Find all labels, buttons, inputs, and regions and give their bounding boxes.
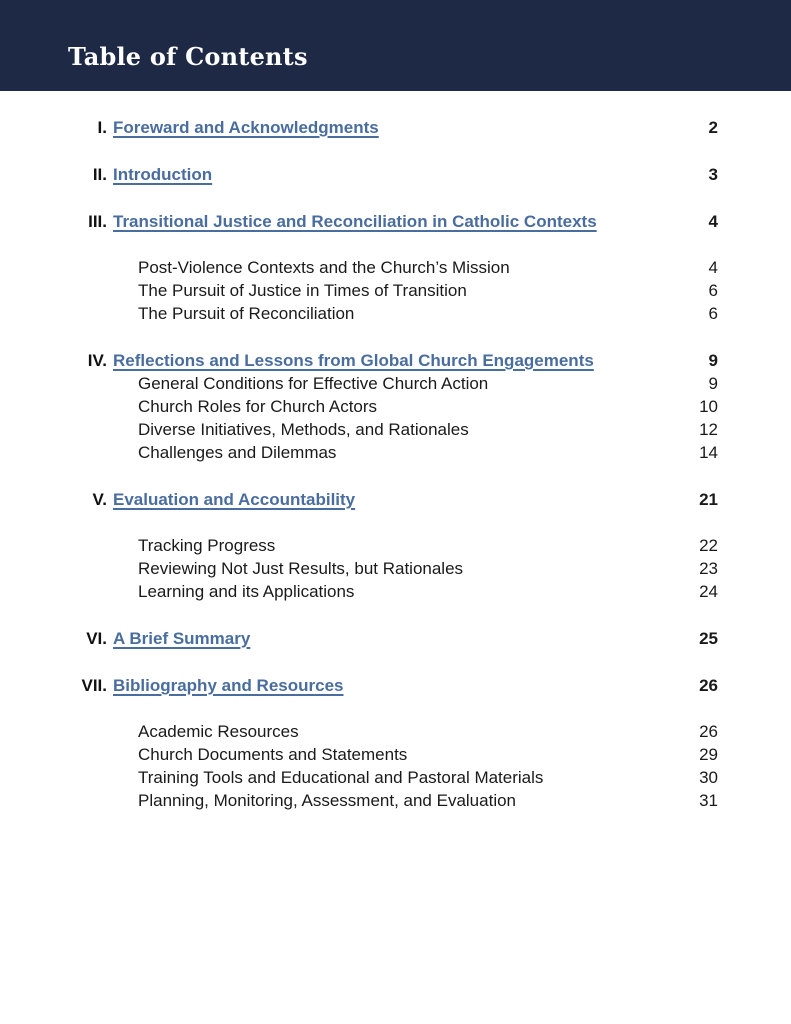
toc-subentry — [0, 418, 718, 441]
toc-page-number: 29 — [699, 745, 718, 764]
toc-page-number: 14 — [699, 443, 718, 462]
toc-page-number: 6 — [708, 281, 718, 300]
toc-subentry-title: Learning and its Applications — [138, 582, 355, 601]
toc-link-reflections[interactable]: Reflections and Lessons from Global Church Engagements — [113, 351, 594, 370]
toc-subentry-title: Church Roles for Church Actors — [138, 397, 378, 416]
toc-list — [0, 91, 791, 812]
toc-numeral: III. — [88, 212, 107, 231]
toc-page-number: 6 — [708, 304, 718, 323]
toc-entry-introduction — [0, 163, 718, 186]
toc-link-foreward[interactable]: Foreward and Acknowledgments — [113, 118, 379, 137]
toc-subentry-title: The Pursuit of Justice in Times of Transition — [138, 281, 467, 300]
toc-numeral: VI. — [86, 629, 107, 648]
toc-page-number: 24 — [699, 582, 718, 601]
toc-link-introduction[interactable]: Introduction — [113, 165, 213, 184]
toc-entry-bibliography — [0, 674, 718, 697]
toc-subentry — [0, 580, 718, 603]
toc-page-number: 10 — [699, 397, 718, 416]
toc-subentry-title: Challenges and Dilemmas — [138, 443, 337, 462]
toc-entry-brief-summary — [0, 627, 718, 650]
toc-page-number: 26 — [699, 722, 718, 741]
toc-subentry-title: Planning, Monitoring, Assessment, and Evaluation — [138, 791, 517, 810]
toc-subentry — [0, 256, 718, 279]
toc-subentry-title: Academic Resources — [138, 722, 299, 741]
toc-numeral: V. — [92, 490, 107, 509]
toc-subentry — [0, 743, 718, 766]
toc-link-bibliography[interactable]: Bibliography and Resources — [113, 676, 344, 695]
page-title: Table of Contents — [68, 42, 308, 71]
toc-link-transitional-justice[interactable]: Transitional Justice and Reconciliation in Catholic Contexts — [113, 212, 597, 231]
toc-page-number: 4 — [708, 212, 718, 231]
toc-entry-evaluation — [0, 488, 718, 511]
toc-subentry-title: Reviewing Not Just Results, but Rationales — [138, 559, 464, 578]
toc-subentry-title: Tracking Progress — [138, 536, 276, 555]
toc-subentry — [0, 557, 718, 580]
toc-numeral: II. — [92, 165, 107, 184]
toc-page-number: 30 — [699, 768, 718, 787]
toc-page-number: 31 — [699, 791, 718, 810]
toc-page-number: 21 — [699, 490, 718, 509]
toc-link-brief-summary[interactable]: A Brief Summary — [113, 629, 251, 648]
toc-numeral: IV. — [87, 351, 107, 370]
toc-subentry-title: Training Tools and Educational and Pastoral Materials — [138, 768, 544, 787]
toc-entry-reflections — [0, 349, 718, 372]
toc-page-number: 9 — [708, 351, 718, 370]
toc-entry-transitional-justice — [0, 210, 718, 233]
toc-page-number: 23 — [699, 559, 718, 578]
toc-entry-foreward — [0, 116, 718, 139]
toc-subentry — [0, 720, 718, 743]
toc-subentry — [0, 302, 718, 325]
toc-page-number: 26 — [699, 676, 718, 695]
toc-subentry — [0, 372, 718, 395]
toc-subentry — [0, 395, 718, 418]
toc-subentry-title: General Conditions for Effective Church Action — [138, 374, 489, 393]
toc-numeral: I. — [97, 118, 107, 137]
toc-subentry-title: Post-Violence Contexts and the Church’s Mission — [138, 258, 510, 277]
toc-subentry — [0, 441, 718, 464]
toc-page-number: 4 — [708, 258, 718, 277]
toc-page-number: 12 — [699, 420, 718, 439]
toc-subentry-title: Church Documents and Statements — [138, 745, 408, 764]
page-header — [0, 0, 791, 91]
toc-link-evaluation[interactable]: Evaluation and Accountability — [113, 490, 356, 509]
toc-subentry-title: Diverse Initiatives, Methods, and Rationales — [138, 420, 469, 439]
toc-subentry-title: The Pursuit of Reconciliation — [138, 304, 355, 323]
toc-numeral: VII. — [81, 676, 107, 695]
toc-subentry — [0, 534, 718, 557]
toc-page-number: 25 — [699, 629, 718, 648]
toc-subentry — [0, 279, 718, 302]
toc-page-number: 3 — [708, 165, 718, 184]
toc-page-number: 9 — [708, 374, 718, 393]
toc-subentry — [0, 766, 718, 789]
toc-subentry — [0, 789, 718, 812]
toc-page-number: 22 — [699, 536, 718, 555]
toc-page-number: 2 — [708, 118, 718, 137]
